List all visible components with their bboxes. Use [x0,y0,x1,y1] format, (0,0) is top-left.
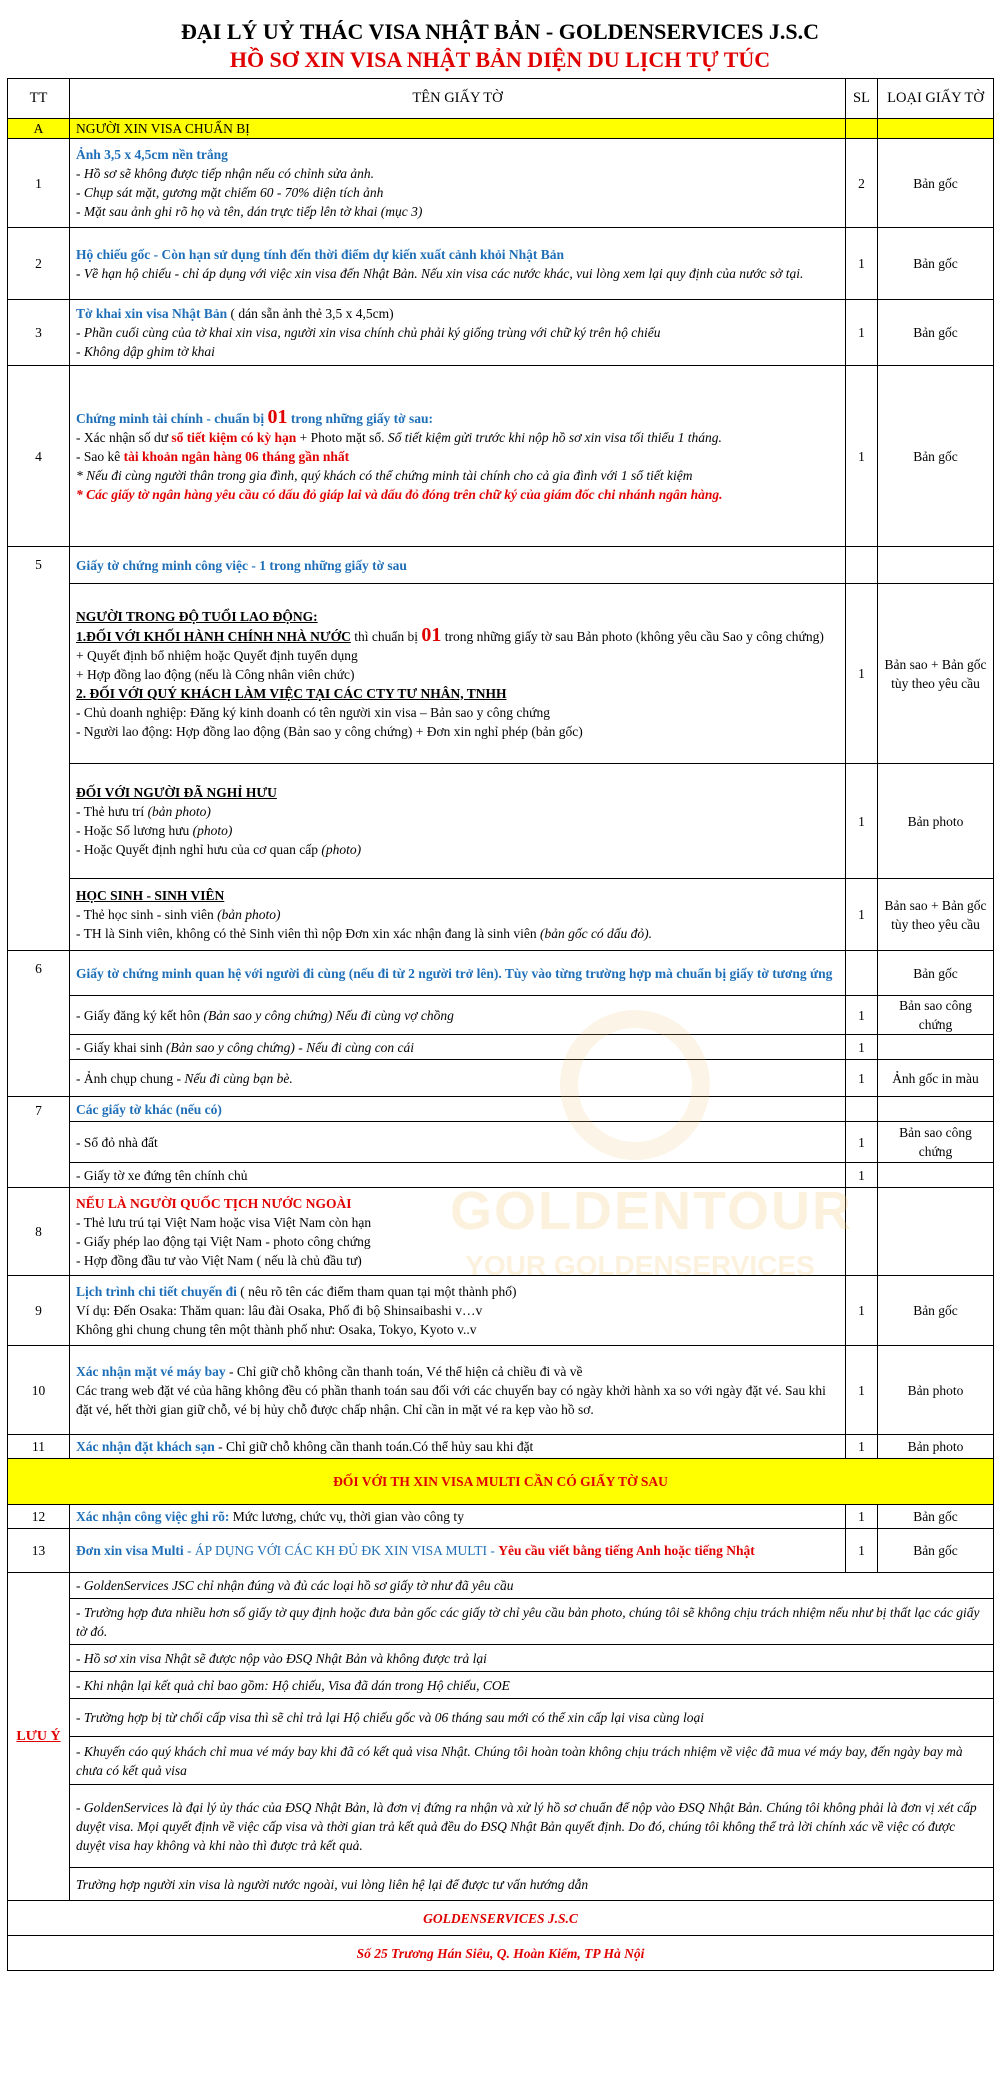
table-row [8,1188,994,1276]
row-line: (Bản sao y công chứng) Nếu đi cùng vợ chồng [203,1007,454,1023]
row-line: - Mặt sau ảnh ghi rõ họ và tên, dán trực tiếp lên tờ khai (mục 3) [76,204,423,219]
note-row [8,1737,994,1785]
table-subrow [8,764,994,879]
note-item: - Trường hợp đưa nhiều hơn số giấy tờ quy định hoặc đưa bản gốc các giấy tờ chỉ yêu cầu bản photo, chúng tôi sẽ không chịu trách nhiệm nếu như bị thất lạc các giấy tờ đó. [70,1599,994,1645]
row-line: (bản photo) [147,804,211,819]
table-row [8,300,994,366]
row-title: Các giấy tờ khác (nếu có) [70,1097,846,1122]
row-line: - Giấy đăng ký kết hôn [76,1007,204,1023]
table-row [8,139,994,228]
row-number: 12 [8,1505,70,1529]
row-number: 10 [8,1346,70,1435]
row-quantity: 1 [846,1346,878,1435]
row-content [70,366,846,547]
row-line: Các trang web đặt vé của hãng không đều có phần thanh toán sau đối với các chuyến bay có ngày khởi hành xa so với ngày đặt vé. Sau khi đặt vé, hết thời gian giữ chỗ, vé bị hủy chỗ được chấp nhận. Chỉ cần in mặt vé ra kẹp vào hồ sơ. [76,1382,826,1417]
row-doc-type: Bản gốc [878,1529,994,1573]
note-row [8,1573,994,1599]
sub-heading: 1.ĐỐI VỚI KHỐI HÀNH CHÍNH NHÀ NƯỚC [76,628,351,644]
row-doc-type: Bản sao công chứng [878,996,994,1035]
row-content [70,228,846,300]
document-checklist-table [7,78,994,1971]
row-quantity: 1 [846,300,878,366]
row-title: Tờ khai xin visa Nhật Bản [76,306,228,321]
sub-heading: HỌC SINH - SINH VIÊN [76,888,225,903]
row-content [70,1346,846,1435]
row-line: - Về hạn hộ chiếu - chỉ áp dụng với việc xin visa đến Nhật Bản. Nếu xin visa các nước khác, vui lòng xem lại quy định của nước sở tại. [76,265,804,281]
row-title: Lịch trình chi tiết chuyến đi [76,1284,237,1299]
row-line: + Quyết định bổ nhiệm hoặc Quyết định tuyển dụng [76,647,358,663]
row-quantity: 1 [846,228,878,300]
row-doc-type: Bản photo [878,764,994,879]
table-row [8,1346,994,1435]
row-line: * Nếu đi cùng người thân trong gia đình, quý khách có thể chứng minh tài chính cho cả gia đình với 1 sổ tiết kiệm [76,468,693,483]
row-content [70,1188,846,1276]
footer-address: Số 25 Trương Hán Siêu, Q. Hoàn Kiếm, TP Hà Nội [8,1936,994,1971]
note-item: - Khi nhận lại kết quả chỉ bao gồm: Hộ chiếu, Visa đã dán trong Hộ chiếu, COE [70,1672,994,1699]
row-quantity: 1 [846,1529,878,1573]
section-a-label: NGƯỜI XIN VISA CHUẨN BỊ [70,119,846,139]
table-header-row [8,79,994,119]
row-title: Giấy tờ chứng minh công việc - 1 trong những giấy tờ sau [70,547,846,584]
row-title-rest: ( nêu rõ tên các điểm tham quan tại một thành phố) [236,1284,517,1299]
row-title-rest: trong những giấy tờ sau: [287,411,434,426]
row-line: - Chụp sát mặt, gương mặt chiếm 60 - 70% diện tích ảnh [76,185,384,200]
row-doc-type: Bản sao công chứng [878,1122,994,1163]
row-line: - Giấy khai sinh [76,1039,166,1055]
note-row [8,1672,994,1699]
row-quantity: 1 [846,584,878,764]
row-quantity: 1 [846,1505,878,1529]
table-subrow [8,584,994,764]
row-title: Xác nhận mặt vé máy bay [76,1363,226,1379]
row-content [70,1276,846,1346]
row-line: - Sao kê [76,449,124,464]
table-row [8,951,994,996]
row-title: Xác nhận đặt khách sạn [76,1439,215,1454]
section-a-tt: A [8,119,70,139]
row-line: Nếu đi cùng bạn bè. [184,1070,293,1086]
row-line: - TH là Sinh viên, không có thẻ Sinh viên thì nộp Đơn xin xác nhận đang là sinh viên [76,926,540,941]
note-row [8,1599,994,1645]
row-line: - Người lao động: Hợp đồng lao động (Bản sao y công chứng) + Đơn xin nghỉ phép (bản gốc) [76,723,583,739]
row-warning: * Các giấy tờ ngân hàng yêu cầu có dấu đỏ giáp lai và dấu đỏ đóng trên chữ ký của giám đốc chi nhánh ngân hàng. [76,487,723,502]
table-row [8,547,994,584]
company-title: ĐẠI LÝ UỶ THÁC VISA NHẬT BẢN - GOLDENSERVICES J.S.C [181,19,819,44]
row-line: - Ảnh chụp chung - [76,1070,185,1086]
row-line: Sổ tiết kiệm gửi trước khi nộp hồ sơ xin visa tối thiểu 1 tháng. [387,430,722,445]
row-doc-type: Bản gốc [878,300,994,366]
row-number: 5 [8,547,70,951]
row-number: 3 [8,300,70,366]
row-quantity: 1 [846,366,878,547]
table-row [8,1505,994,1529]
row-quantity: 1 [846,1035,878,1060]
note-item: - GoldenServices JSC chỉ nhận đúng và đủ các loại hồ sơ giấy tờ như đã yêu cầu [70,1573,994,1599]
sub-heading: NGƯỜI TRONG ĐỘ TUỔI LAO ĐỘNG: [76,608,318,624]
row-line: - Hồ sơ sẽ không được tiếp nhận nếu có chỉnh sửa ảnh. [76,166,374,181]
row-line: - Hoặc Quyết định nghỉ hưu của cơ quan cấp [76,842,322,857]
row-line: trong những giấy tờ sau Bản photo (không yêu cầu Sao y công chứng) [441,628,824,644]
row-doc-type: Bản sao + Bản gốc tùy theo yêu cầu [878,584,994,764]
table-subrow [8,1163,994,1188]
row-quantity: 1 [846,764,878,879]
note-row [8,1699,994,1737]
row-highlight: Yêu cầu viết bằng tiếng Anh hoặc tiếng Nhật [498,1543,755,1558]
row-number: 1 [8,139,70,228]
row-title: Xác nhận công việc ghi rõ: [76,1509,230,1524]
row-line: Không ghi chung chung tên một thành phố như: Osaka, Tokyo, Kyoto v..v [76,1322,477,1337]
footer-company: GOLDENSERVICES J.S.C [8,1901,994,1936]
row-title-rest: - ÁP DỤNG VỚI CÁC KH ĐỦ ĐK XIN VISA MULTI - [183,1543,499,1558]
row-line: - Không dập ghim tờ khai [76,344,215,359]
row-doc-type: Bản gốc [878,228,994,300]
table-subrow [8,1122,994,1163]
footer-company-row [8,1901,994,1936]
watermark-brand: GOLDENTOUR [450,1181,854,1241]
note-item: - Hồ sơ xin visa Nhật sẽ được nộp vào ĐSQ Nhật Bản và không được trả lại [70,1645,994,1672]
row-line: (photo) [192,823,233,838]
row-title-rest: - Chỉ giữ chỗ không cần thanh toán, Vé thể hiện cả chiều đi và về [225,1363,583,1379]
row-line: (photo) [321,842,362,857]
row-line: (bản photo) [217,907,281,922]
row-title: Giấy tờ chứng minh quan hệ với người đi cùng (nếu đi từ 2 người trở lên). Tùy vào từng trường hợp mà chuẩn bị giấy tờ tương ứng [70,951,846,996]
row-line: - Thẻ lưu trú tại Việt Nam hoặc visa Việt Nam còn hạn [76,1214,372,1230]
row-line: Ví dụ: Đến Osaka: Thăm quan: lâu đài Osaka, Phố đi bộ Shinsaibashi v…v [76,1303,483,1318]
sub-heading: ĐỐI VỚI NGƯỜI ĐÃ NGHỈ HƯU [76,785,277,800]
multi-visa-banner-row [8,1459,994,1505]
row-title-rest: Mức lương, chức vụ, thời gian vào công ty [229,1509,464,1524]
row-content [70,300,846,366]
row-quantity: 1 [846,1276,878,1346]
row-line: + Photo mặt sổ. [296,430,388,445]
watermark-tagline: YOUR GOLDENSERVICES [465,1250,815,1281]
row-line: (Bản sao y công chứng) - Nếu đi cùng con cái [166,1039,415,1055]
row-line: - Hoặc Sổ lương hưu [76,823,193,838]
table-subrow [8,1035,994,1060]
table-row [8,228,994,300]
row-quantity: 1 [846,1163,878,1188]
row-doc-type: Bản photo [878,1435,994,1459]
row-title: Hộ chiếu gốc - Còn hạn sử dụng tính đến thời điểm dự kiến xuất cảnh khỏi Nhật Bản [76,246,565,262]
col-header-tt: TT [8,79,70,119]
row-title: NẾU LÀ NGƯỜI QUỐC TỊCH NƯỚC NGOÀI [76,1195,352,1211]
row-content [70,764,846,879]
row-line: - Thẻ hưu trí [76,804,148,819]
row-content [70,139,846,228]
row-doc-type: Bản gốc [878,1276,994,1346]
multi-visa-banner: ĐỐI VỚI TH XIN VISA MULTI CẦN CÓ GIẤY TỜ SAU [8,1459,994,1505]
highlight-number: 01 [267,406,288,428]
row-quantity: 1 [846,1435,878,1459]
row-title: Chứng minh tài chính - chuẩn bị [76,411,268,426]
row-line: - Phần cuối cùng của tờ khai xin visa, người xin visa chính chủ phải ký giống trùng với chữ ký trên hộ chiếu [76,325,661,340]
section-a-row [8,119,994,139]
note-row [8,1645,994,1672]
row-number: 8 [8,1188,70,1276]
row-doc-type: Bản gốc [878,951,994,996]
table-row [8,1435,994,1459]
row-line: - Giấy phép lao động tại Việt Nam - photo công chứng [76,1233,371,1249]
notes-label: LƯU Ý [8,1573,70,1901]
row-quantity: 1 [846,1122,878,1163]
row-quantity: 1 [846,1060,878,1097]
row-line: - Hợp đồng đầu tư vào Việt Nam ( nếu là chủ đầu tư) [76,1252,362,1268]
row-content [70,879,846,951]
row-line: - Sổ đỏ nhà đất [70,1122,846,1163]
table-subrow [8,1060,994,1097]
note-item: - Khuyến cáo quý khách chỉ mua vé máy bay khi đã có kết quả visa Nhật. Chúng tôi hoàn toàn không chịu trách nhiệm về việc đã mua vé máy bay, đến ngày bay mà chưa có kết quả visa [70,1737,994,1785]
note-row [8,1785,994,1868]
note-row [8,1868,994,1901]
row-number: 6 [8,951,70,1097]
row-line: - Thẻ học sinh - sinh viên [76,907,218,922]
table-row [8,1276,994,1346]
row-title-rest: - Chỉ giữ chỗ không cần thanh toán.Có thể hủy sau khi đặt [214,1439,534,1454]
col-header-type: LOẠI GIẤY TỜ [878,79,994,119]
row-number: 11 [8,1435,70,1459]
row-highlight: tài khoản ngân hàng 06 tháng gần nhất [123,449,350,464]
row-doc-type: Bản sao + Bản gốc tùy theo yêu cầu [878,879,994,951]
row-quantity: 1 [846,879,878,951]
sub-heading: 2. ĐỐI VỚI QUÝ KHÁCH LÀM VIỆC TẠI CÁC CTY TƯ NHÂN, TNHH [76,685,507,701]
table-row [8,366,994,547]
row-number: 4 [8,366,70,547]
row-doc-type: Bản gốc [878,366,994,547]
row-doc-type: Bản gốc [878,1505,994,1529]
col-header-sl: SL [846,79,878,119]
row-doc-type: Bản gốc [878,139,994,228]
col-header-name: TÊN GIẤY TỜ [70,79,846,119]
row-number: 9 [8,1276,70,1346]
row-number: 13 [8,1529,70,1573]
row-doc-type: Bản photo [878,1346,994,1435]
highlight-number: 01 [421,623,442,646]
row-doc-type: Ảnh gốc in màu [878,1060,994,1097]
row-title-rest: ( dán sẵn ảnh thẻ 3,5 x 4,5cm) [227,306,394,321]
row-content [70,584,846,764]
row-line: - Giấy tờ xe đứng tên chính chủ [70,1163,846,1188]
table-subrow [8,879,994,951]
note-item: Trường hợp người xin visa là người nước ngoài, vui lòng liên hệ lại để được tư vấn hướng dẫn [70,1868,994,1901]
row-number: 2 [8,228,70,300]
table-row [8,1529,994,1573]
row-line: + Hợp đồng lao động (nếu là Công nhân viên chức) [76,666,355,682]
document-title: HỒ SƠ XIN VISA NHẬT BẢN DIỆN DU LỊCH TỰ TÚC [229,47,771,72]
row-highlight: sổ tiết kiệm có kỳ hạn [171,430,297,445]
row-title: Đơn xin visa Multi [76,1543,184,1558]
row-quantity: 1 [846,996,878,1035]
row-quantity: 2 [846,139,878,228]
table-subrow [8,996,994,1035]
row-line: thì chuẩn bị [350,628,422,644]
note-item: - GoldenServices là đại lý ủy thác của ĐSQ Nhật Bản, là đơn vị đứng ra nhận và xử lý hồ sơ chuẩn để nộp vào ĐSQ Nhật Bản. Chúng tôi không phải là đơn vị xét cấp duyệt visa. Mọi quyết định về việc cấp visa và thời gian trả kết quả đều do ĐSQ Nhật Bản quyết định. Do đó, chúng tôi không thể trả lời chính xác về việc có được duyệt visa hay không và khi nào thì được trả kết quả. [70,1785,994,1868]
row-line: (bản gốc có dấu đỏ). [539,926,653,941]
row-line: - Xác nhận số dư [76,430,172,445]
table-row [8,1097,994,1122]
footer-address-row [8,1936,994,1971]
row-line: - Chủ doanh nghiệp: Đăng ký kinh doanh có tên người xin visa – Bản sao y công chứng [76,704,550,720]
row-number: 7 [8,1097,70,1188]
note-item: - Trường hợp bị từ chối cấp visa thì sẽ chỉ trả lại Hộ chiếu gốc và 06 tháng sau mới có thể xin cấp lại visa cùng loại [70,1699,994,1737]
row-title: Ảnh 3,5 x 4,5cm nền trắng [76,147,228,162]
